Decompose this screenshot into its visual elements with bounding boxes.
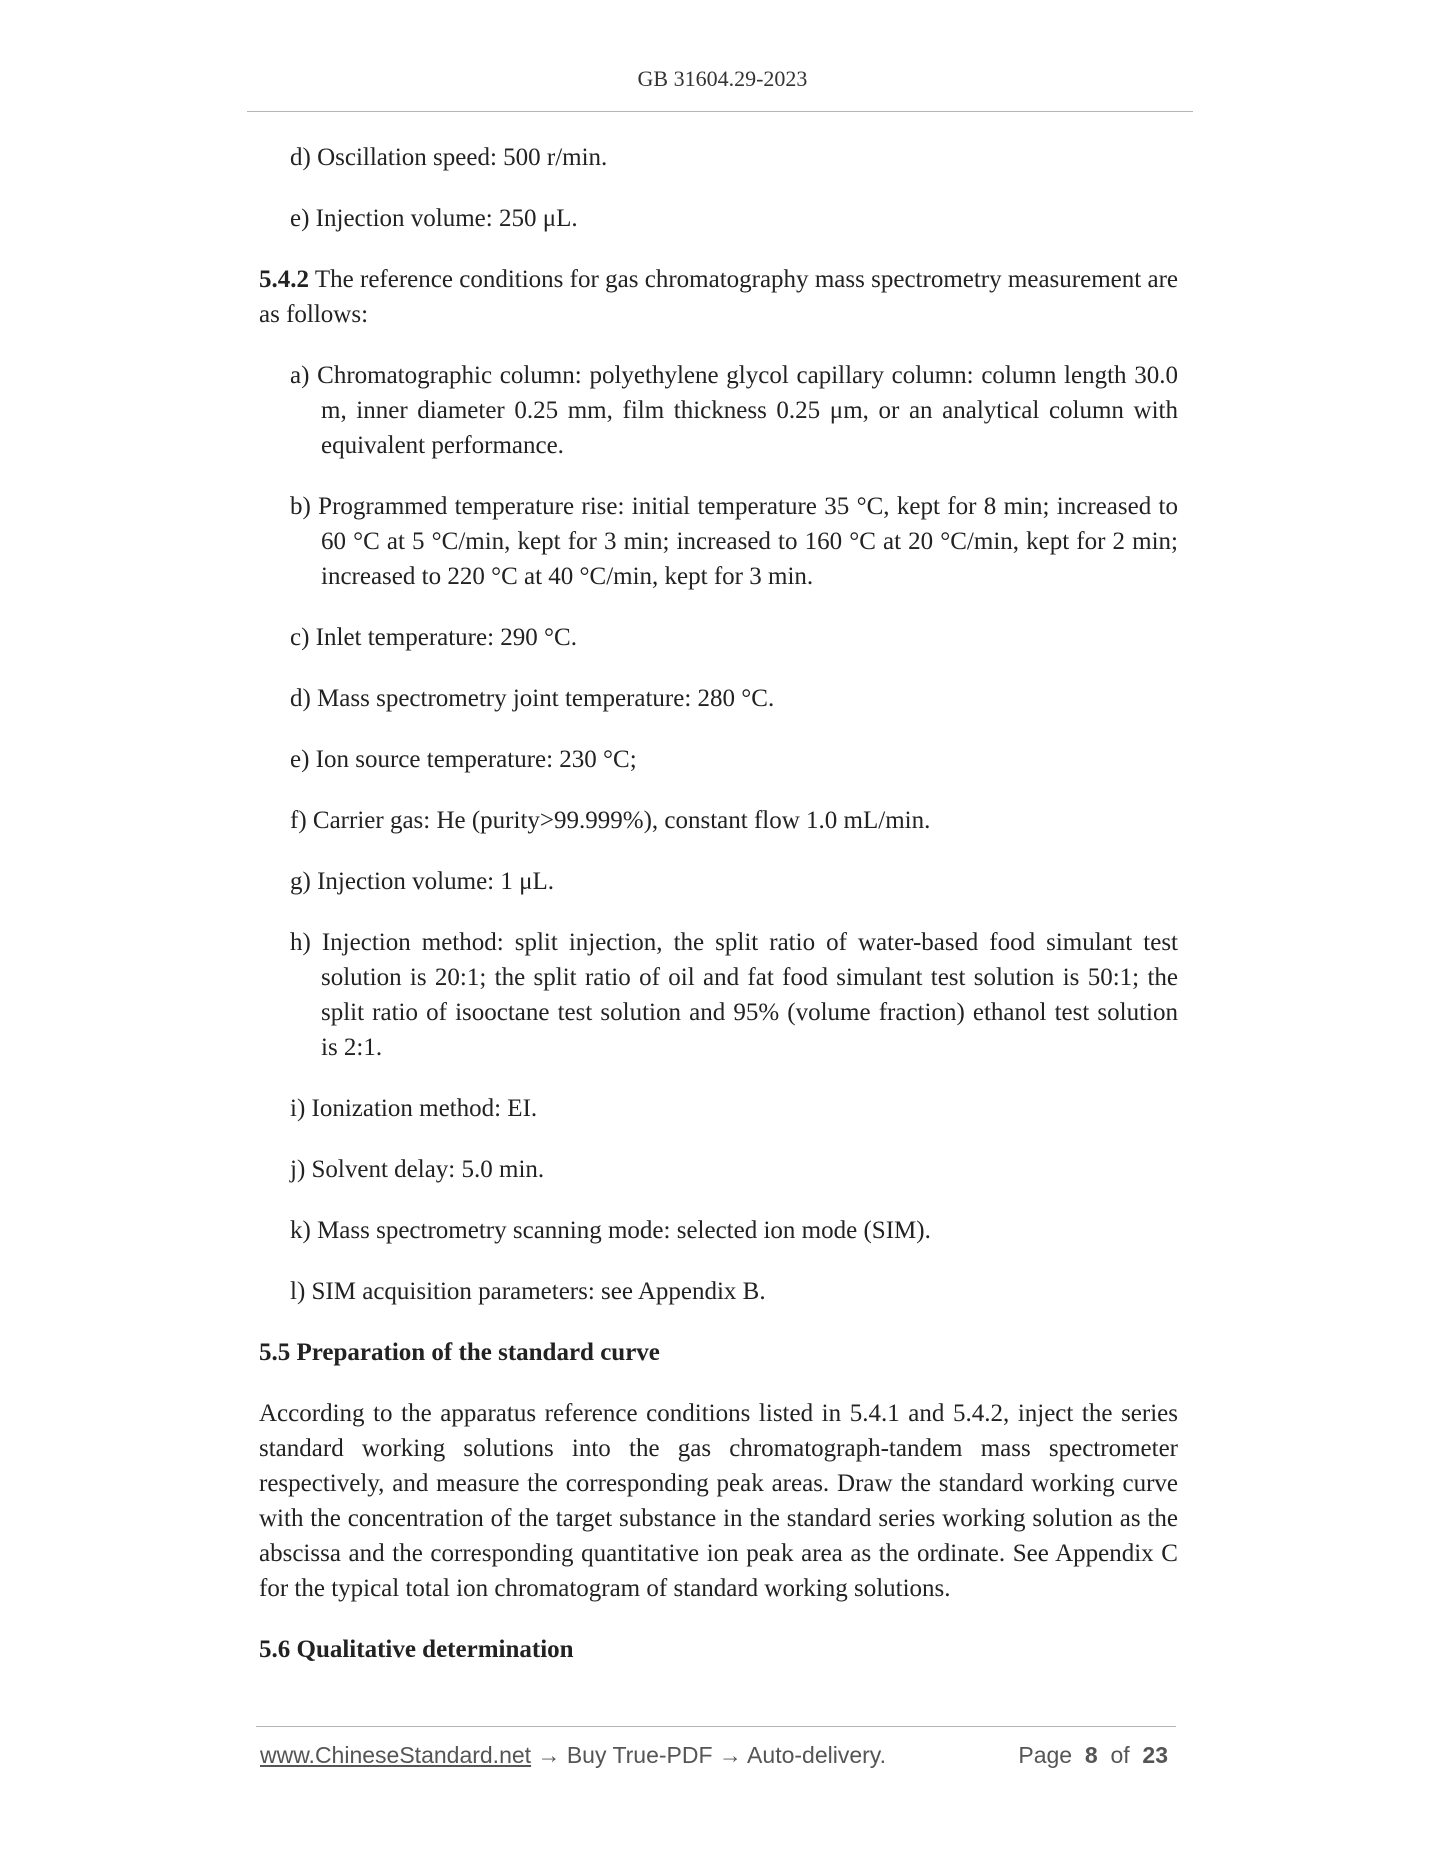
page-number: 8 xyxy=(1084,1742,1098,1768)
list-item-f-carrier-gas: f) Carrier gas: He (purity>99.999%), constant flow 1.0 mL/min. xyxy=(290,807,931,834)
list-item-j-solvent-delay: j) Solvent delay: 5.0 min. xyxy=(290,1156,545,1183)
list-item-h-injection-method: h) Injection method: split injection, the split ratio of water-based food simulant test solution is 20:1; the split ratio of oil and fat food simulant test solution is 50:1; the split ratio of isooctane test solution and 95% (volume fraction) ethanol test solution is 2:1. xyxy=(290,929,1178,1061)
list-item-l-sim-parameters: l) SIM acquisition parameters: see Appendix B. xyxy=(290,1278,766,1305)
list-item-k-scanning-mode: k) Mass spectrometry scanning mode: selected ion mode (SIM). xyxy=(290,1217,931,1244)
list-item-e-ion-source-temperature: e) Ion source temperature: 230 °C; xyxy=(290,746,637,773)
section-5-5-paragraph: According to the apparatus reference conditions listed in 5.4.1 and 5.4.2, inject the series standard working solutions into the gas chromatograph-tandem mass spectrometer respectively, and measure the corresponding peak areas. Draw the standard working curve with the concentration of the target substance in the standard series working solution as the abscissa and the corresponding quantitative ion peak area as the ordinate. See Appendix C for the typical total ion chromatogram of standard working solutions. xyxy=(259,1400,1178,1602)
list-item-c-inlet-temperature: c) Inlet temperature: 290 °C. xyxy=(290,624,577,651)
document-body xyxy=(259,140,1178,1693)
header-divider xyxy=(247,111,1193,112)
list-item-a-column: a) Chromatographic column: polyethylene glycol capillary column: column length 30.0 m, inner diameter 0.25 mm, film thickness 0.25 μm, or an analytical column with equivalent performance. xyxy=(290,362,1178,459)
list-item-e-injection-volume: e) Injection volume: 250 μL. xyxy=(290,205,578,232)
footer-promo xyxy=(260,1742,886,1769)
section-5-5-heading: 5.5 Preparation of the standard curve xyxy=(259,1339,660,1366)
page-header-title: GB 31604.29-2023 xyxy=(637,66,808,91)
page-indicator xyxy=(1018,1742,1168,1769)
list-item-b-temperature-program: b) Programmed temperature rise: initial temperature 35 °C, kept for 8 min; increased to 60 °C at 5 °C/min, kept for 3 min; increased to 160 °C at 20 °C/min, kept for 2 min; increased to 220 °C at 40 °C/min, kept for 3 min. xyxy=(290,493,1178,590)
page-footer xyxy=(260,1742,1178,1774)
section-5-6-heading: 5.6 Qualitative determination xyxy=(259,1636,574,1663)
list-item-d-oscillation: d) Oscillation speed: 500 r/min. xyxy=(290,144,608,171)
list-item-g-injection-volume: g) Injection volume: 1 μL. xyxy=(290,868,555,895)
footer-divider xyxy=(256,1726,1176,1727)
list-item-i-ionization-method: i) Ionization method: EI. xyxy=(290,1095,538,1122)
page-label: Page xyxy=(1018,1742,1073,1768)
footer-site-link[interactable]: www.ChineseStandard.net xyxy=(260,1742,532,1768)
section-text: The reference conditions for gas chromatography mass spectrometry measurement are as follows: xyxy=(259,266,1178,328)
section-number: 5.4.2 xyxy=(259,266,309,293)
list-item-d-ms-joint-temperature: d) Mass spectrometry joint temperature: 280 °C. xyxy=(290,685,775,712)
section-5-4-2-intro xyxy=(259,262,1178,332)
of-label: of xyxy=(1110,1742,1130,1768)
page-total: 23 xyxy=(1142,1742,1168,1768)
footer-tagline: → Buy True-PDF → Auto-delivery. xyxy=(531,1742,886,1768)
